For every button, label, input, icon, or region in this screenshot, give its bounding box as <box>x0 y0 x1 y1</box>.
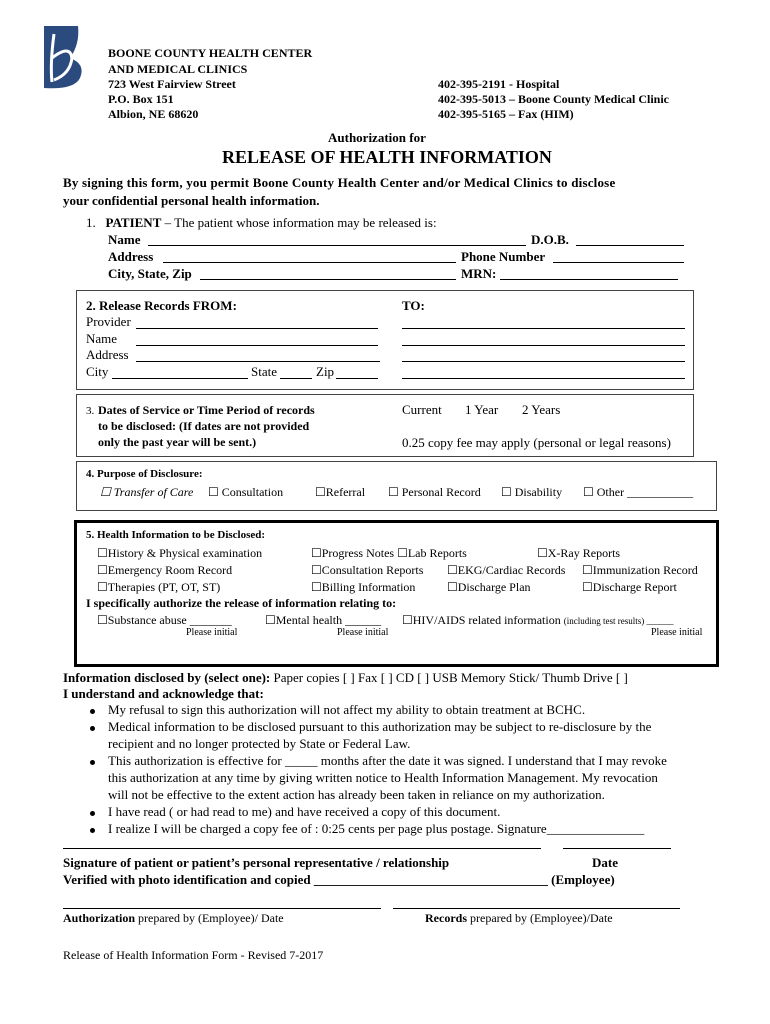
signature-label: Signature of patient or patient’s personal representative / relationship <box>63 855 450 870</box>
phone-label: Phone Number <box>461 249 546 264</box>
health-info-heading: 5. Health Information to be Disclosed: <box>86 529 266 541</box>
initial-substance: Please initial <box>186 627 238 638</box>
purpose-referral[interactable]: ☐Referral <box>315 485 366 499</box>
check-discharge-plan[interactable]: ☐Discharge Plan <box>447 580 531 594</box>
dates-line1: Dates of Service or Time Period of records <box>98 403 315 417</box>
option-2-years[interactable]: 2 Years <box>522 402 561 417</box>
check-xray-reports[interactable]: ☐X-Ray Reports <box>537 546 621 560</box>
purpose-consultation[interactable]: ☐ Consultation <box>208 485 284 499</box>
provider-field[interactable] <box>136 328 378 329</box>
specific-heading: I specifically authorize the release of information relating to: <box>86 596 397 610</box>
option-current[interactable]: Current <box>402 402 442 417</box>
phone-clinic: 402-395-5013 – Boone County Medical Clinic <box>438 92 669 106</box>
purpose-personal-record[interactable]: ☐ Personal Record <box>388 485 481 499</box>
org-city: Albion, NE 68620 <box>108 107 199 121</box>
bullet-2 <box>90 726 95 731</box>
check-therapies[interactable]: ☐Therapies (PT, OT, ST) <box>97 580 221 594</box>
signature-line[interactable] <box>63 848 541 849</box>
patient-name-field[interactable] <box>148 245 526 246</box>
from-name-field[interactable] <box>136 345 378 346</box>
disclosed-by-label: Information disclosed by (select one): <box>63 670 271 685</box>
patient-number: 1. <box>86 215 96 230</box>
fax-number: 402-395-5165 – Fax (HIM) <box>438 107 574 121</box>
city-state-zip-field[interactable] <box>200 279 456 280</box>
dob-field[interactable] <box>576 245 684 246</box>
mrn-label: MRN: <box>461 266 497 281</box>
check-discharge-report[interactable]: ☐Discharge Report <box>582 580 677 594</box>
check-history-physical[interactable]: ☐History & Physical examination <box>97 546 263 560</box>
records-prepared-line[interactable] <box>393 908 680 909</box>
check-consultation-reports[interactable]: ☐Consultation Reports <box>311 563 424 577</box>
check-billing[interactable]: ☐Billing Information <box>311 580 416 594</box>
records-bold: Records <box>425 911 467 925</box>
authorization-prepared-label <box>63 911 284 926</box>
disclosed-by-options[interactable]: Paper copies [ ] Fax [ ] CD [ ] USB Memory Stick/ Thumb Drive [ ] <box>273 670 628 685</box>
mrn-field[interactable] <box>500 279 678 280</box>
ack-bullet-1: My refusal to sign this authorization will not affect my ability to obtain treatment at BCHC. <box>108 702 586 717</box>
to-line4-field[interactable] <box>402 378 685 379</box>
from-zip-field[interactable] <box>336 378 378 379</box>
ack-bullet-2-line2: recipient and no longer protected by State or Federal Law. <box>108 736 411 751</box>
org-po-box: P.O. Box 151 <box>108 92 174 106</box>
intro-line1: By signing this form, you permit Boone County Health Center and/or Medical Clinics to disclose <box>63 175 616 190</box>
check-substance-abuse[interactable]: ☐Substance abuse _______ <box>97 613 232 627</box>
ack-bullet-5: I realize I will be charged a copy fee of : 0:25 cents per page plus postage. Signature_______________ <box>108 821 645 836</box>
bullet-1 <box>90 709 95 714</box>
phone-hospital: 402-395-2191 - Hospital <box>438 77 560 91</box>
bullet-3 <box>90 760 95 765</box>
ack-bullet-3-line1: This authorization is effective for _____ months after the date it was signed. I understand that I may revoke <box>108 753 667 768</box>
from-state-field[interactable] <box>280 378 312 379</box>
address-label: Address <box>108 249 154 264</box>
check-mental-health[interactable]: ☐Mental health ______ <box>265 613 382 627</box>
page-title: RELEASE OF HEALTH INFORMATION <box>222 147 552 167</box>
check-progress-lab[interactable]: ☐Progress Notes ☐Lab Reports <box>311 546 467 560</box>
patient-heading: PATIENT <box>105 215 162 230</box>
option-1-year[interactable]: 1 Year <box>465 402 499 417</box>
authorization-for: Authorization for <box>328 130 426 145</box>
to-line2-field[interactable] <box>402 345 685 346</box>
to-line1-field[interactable] <box>402 328 685 329</box>
patient-name-label: Name <box>108 232 141 247</box>
signature-date-line[interactable] <box>563 848 671 849</box>
check-emergency-room[interactable]: ☐Emergency Room Record <box>97 563 233 577</box>
from-zip-label: Zip <box>316 364 335 379</box>
initial-hiv: Please initial <box>651 627 703 638</box>
bullet-4 <box>90 811 95 816</box>
phone-field[interactable] <box>553 262 684 263</box>
from-city-field[interactable] <box>112 378 248 379</box>
disclosed-by-row <box>63 670 628 686</box>
dates-line2: to be disclosed: (If dates are not provided <box>98 419 310 433</box>
from-state-label: State <box>251 364 277 379</box>
bullet-5 <box>90 828 95 833</box>
ack-bullet-3-line3: will not be effective to the extent action has already been taken in reliance on my authorization. <box>108 787 605 802</box>
from-address-label: Address <box>86 347 129 362</box>
patient-section <box>86 215 437 231</box>
authorization-bold: Authorization <box>63 911 135 925</box>
acknowledge-heading: I understand and acknowledge that: <box>63 686 264 701</box>
provider-label: Provider <box>86 314 131 329</box>
boone-b-logo <box>40 24 86 90</box>
org-name-line2: AND MEDICAL CLINICS <box>108 62 248 76</box>
initial-mental: Please initial <box>337 627 389 638</box>
release-to-label: TO: <box>402 298 425 313</box>
purpose-heading: 4. Purpose of Disclosure: <box>86 468 203 480</box>
from-name-label: Name <box>86 331 118 346</box>
ack-bullet-2-line1: Medical information to be disclosed pursuant to this authorization may be subject to re-disclosure by the <box>108 719 652 734</box>
release-from-heading: 2. Release Records FROM: <box>86 298 237 313</box>
dob-label: D.O.B. <box>531 232 569 247</box>
address-field[interactable] <box>163 262 456 263</box>
records-rest: prepared by (Employee)/Date <box>467 911 613 925</box>
intro-line2: your confidential personal health information. <box>63 193 320 208</box>
city-state-zip-label: City, State, Zip <box>108 266 192 281</box>
check-immunization[interactable]: ☐Immunization Record <box>582 563 698 577</box>
org-street: 723 West Fairview Street <box>108 77 236 91</box>
dates-line3: only the past year will be sent.) <box>98 435 257 449</box>
authorization-prepared-line[interactable] <box>63 908 381 909</box>
authorization-rest: prepared by (Employee)/ Date <box>135 911 284 925</box>
from-city-label: City <box>86 364 109 379</box>
signature-date-label: Date <box>592 855 618 870</box>
hiv-note: (including test results) ______ <box>563 616 674 626</box>
footer-revision: Release of Health Information Form - Revised 7-2017 <box>63 948 324 962</box>
records-prepared-label <box>425 911 613 926</box>
from-address-field[interactable] <box>136 361 380 362</box>
purpose-disability[interactable]: ☐ Disability <box>501 485 563 499</box>
purpose-other[interactable]: ☐ Other ___________ <box>583 485 694 499</box>
purpose-transfer-of-care[interactable]: ☐ Transfer of Care <box>100 485 194 499</box>
patient-desc: – The patient whose information may be released is: <box>161 215 437 230</box>
dates-number: 3. <box>86 405 95 417</box>
ack-bullet-3-line2: this authorization at any time by giving written notice to Health Information Management. My revocation <box>108 770 658 785</box>
copy-fee-note: 0.25 copy fee may apply (personal or legal reasons) <box>402 435 671 450</box>
check-ekg-cardiac[interactable]: ☐EKG/Cardiac Records <box>447 563 566 577</box>
ack-bullet-4: I have read ( or had read to me) and have received a copy of this document. <box>108 804 501 819</box>
check-hiv-aids[interactable] <box>402 613 673 628</box>
hiv-label: ☐HIV/AIDS related information <box>402 613 561 627</box>
verified-photo-id: Verified with photo identification and copied ____________________________________ (Employee) <box>63 872 615 887</box>
to-line3-field[interactable] <box>402 361 685 362</box>
org-name-line1: BOONE COUNTY HEALTH CENTER <box>108 46 313 60</box>
